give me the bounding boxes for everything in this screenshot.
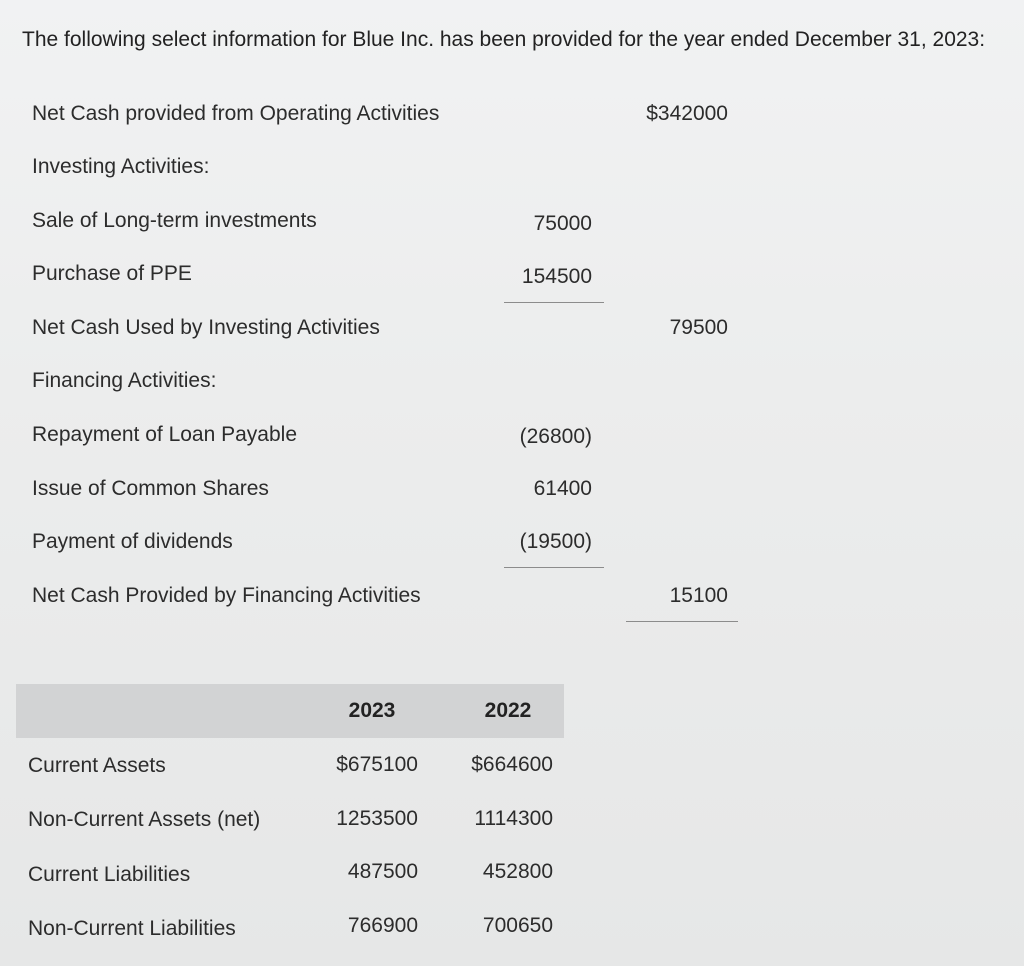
value-2022: $664600 [471, 753, 553, 776]
financing-item-label: Repayment of Loan Payable [32, 423, 298, 446]
table-row [0, 914, 1024, 947]
row-label: Current Liabilities [28, 863, 191, 886]
investing-item-row [0, 209, 1024, 239]
operating-total: $342000 [646, 102, 728, 125]
value-2022: 452800 [482, 860, 553, 883]
financing-item-value: (26800) [519, 425, 592, 448]
investing-header-row [0, 155, 1024, 185]
balance-sheet-header [16, 684, 564, 738]
value-2023: 766900 [347, 914, 418, 937]
financing-item-value: (19500) [519, 530, 592, 553]
value-2023: 487500 [347, 860, 418, 883]
investing-item-label: Purchase of PPE [32, 262, 192, 285]
investing-item-row [0, 262, 1024, 292]
year-header-2023: 2023 [348, 699, 396, 722]
investing-item-label: Sale of Long-term investments [32, 209, 317, 232]
financing-item-label: Issue of Common Shares [32, 477, 269, 500]
investing-subtotal-rule [504, 302, 604, 303]
financing-header: Financing Activities: [32, 369, 217, 392]
investing-item-value: 75000 [533, 212, 592, 235]
operating-label: Net Cash provided from Operating Activities [32, 102, 440, 125]
financing-item-row [0, 423, 1024, 453]
financing-total-row [0, 584, 1024, 614]
financing-subtotal-rule [504, 567, 604, 568]
investing-total-label: Net Cash Used by Investing Activities [32, 316, 380, 339]
financing-item-row [0, 477, 1024, 507]
table-row [0, 808, 1024, 838]
value-2023: 1253500 [336, 807, 418, 830]
table-row [0, 860, 1024, 893]
financing-item-label: Payment of dividends [32, 530, 233, 553]
financing-total-label: Net Cash Provided by Financing Activities [32, 584, 421, 607]
financing-item-value: 61400 [533, 477, 592, 500]
value-2022: 700650 [482, 914, 553, 937]
row-label: Non-Current Liabilities [28, 917, 236, 940]
financing-header-row [0, 369, 1024, 399]
investing-item-value: 154500 [521, 265, 592, 288]
year-header-2022: 2022 [484, 699, 532, 722]
operating-row [0, 102, 1024, 132]
row-label: Non-Current Assets (net) [28, 808, 261, 831]
financing-total-value: 15100 [669, 584, 728, 607]
page-title: The following select information for Blue Inc. has been provided for the year ended December 31, 2023: [22, 28, 986, 51]
financing-total-rule [626, 621, 738, 622]
investing-header: Investing Activities: [32, 155, 210, 178]
value-2022: 1114300 [474, 807, 553, 830]
row-label: Current Assets [28, 754, 166, 777]
financing-item-row [0, 530, 1024, 560]
table-row [0, 754, 1024, 784]
value-2023: $675100 [336, 753, 418, 776]
investing-total-row [0, 316, 1024, 346]
investing-total-value: 79500 [669, 316, 728, 339]
